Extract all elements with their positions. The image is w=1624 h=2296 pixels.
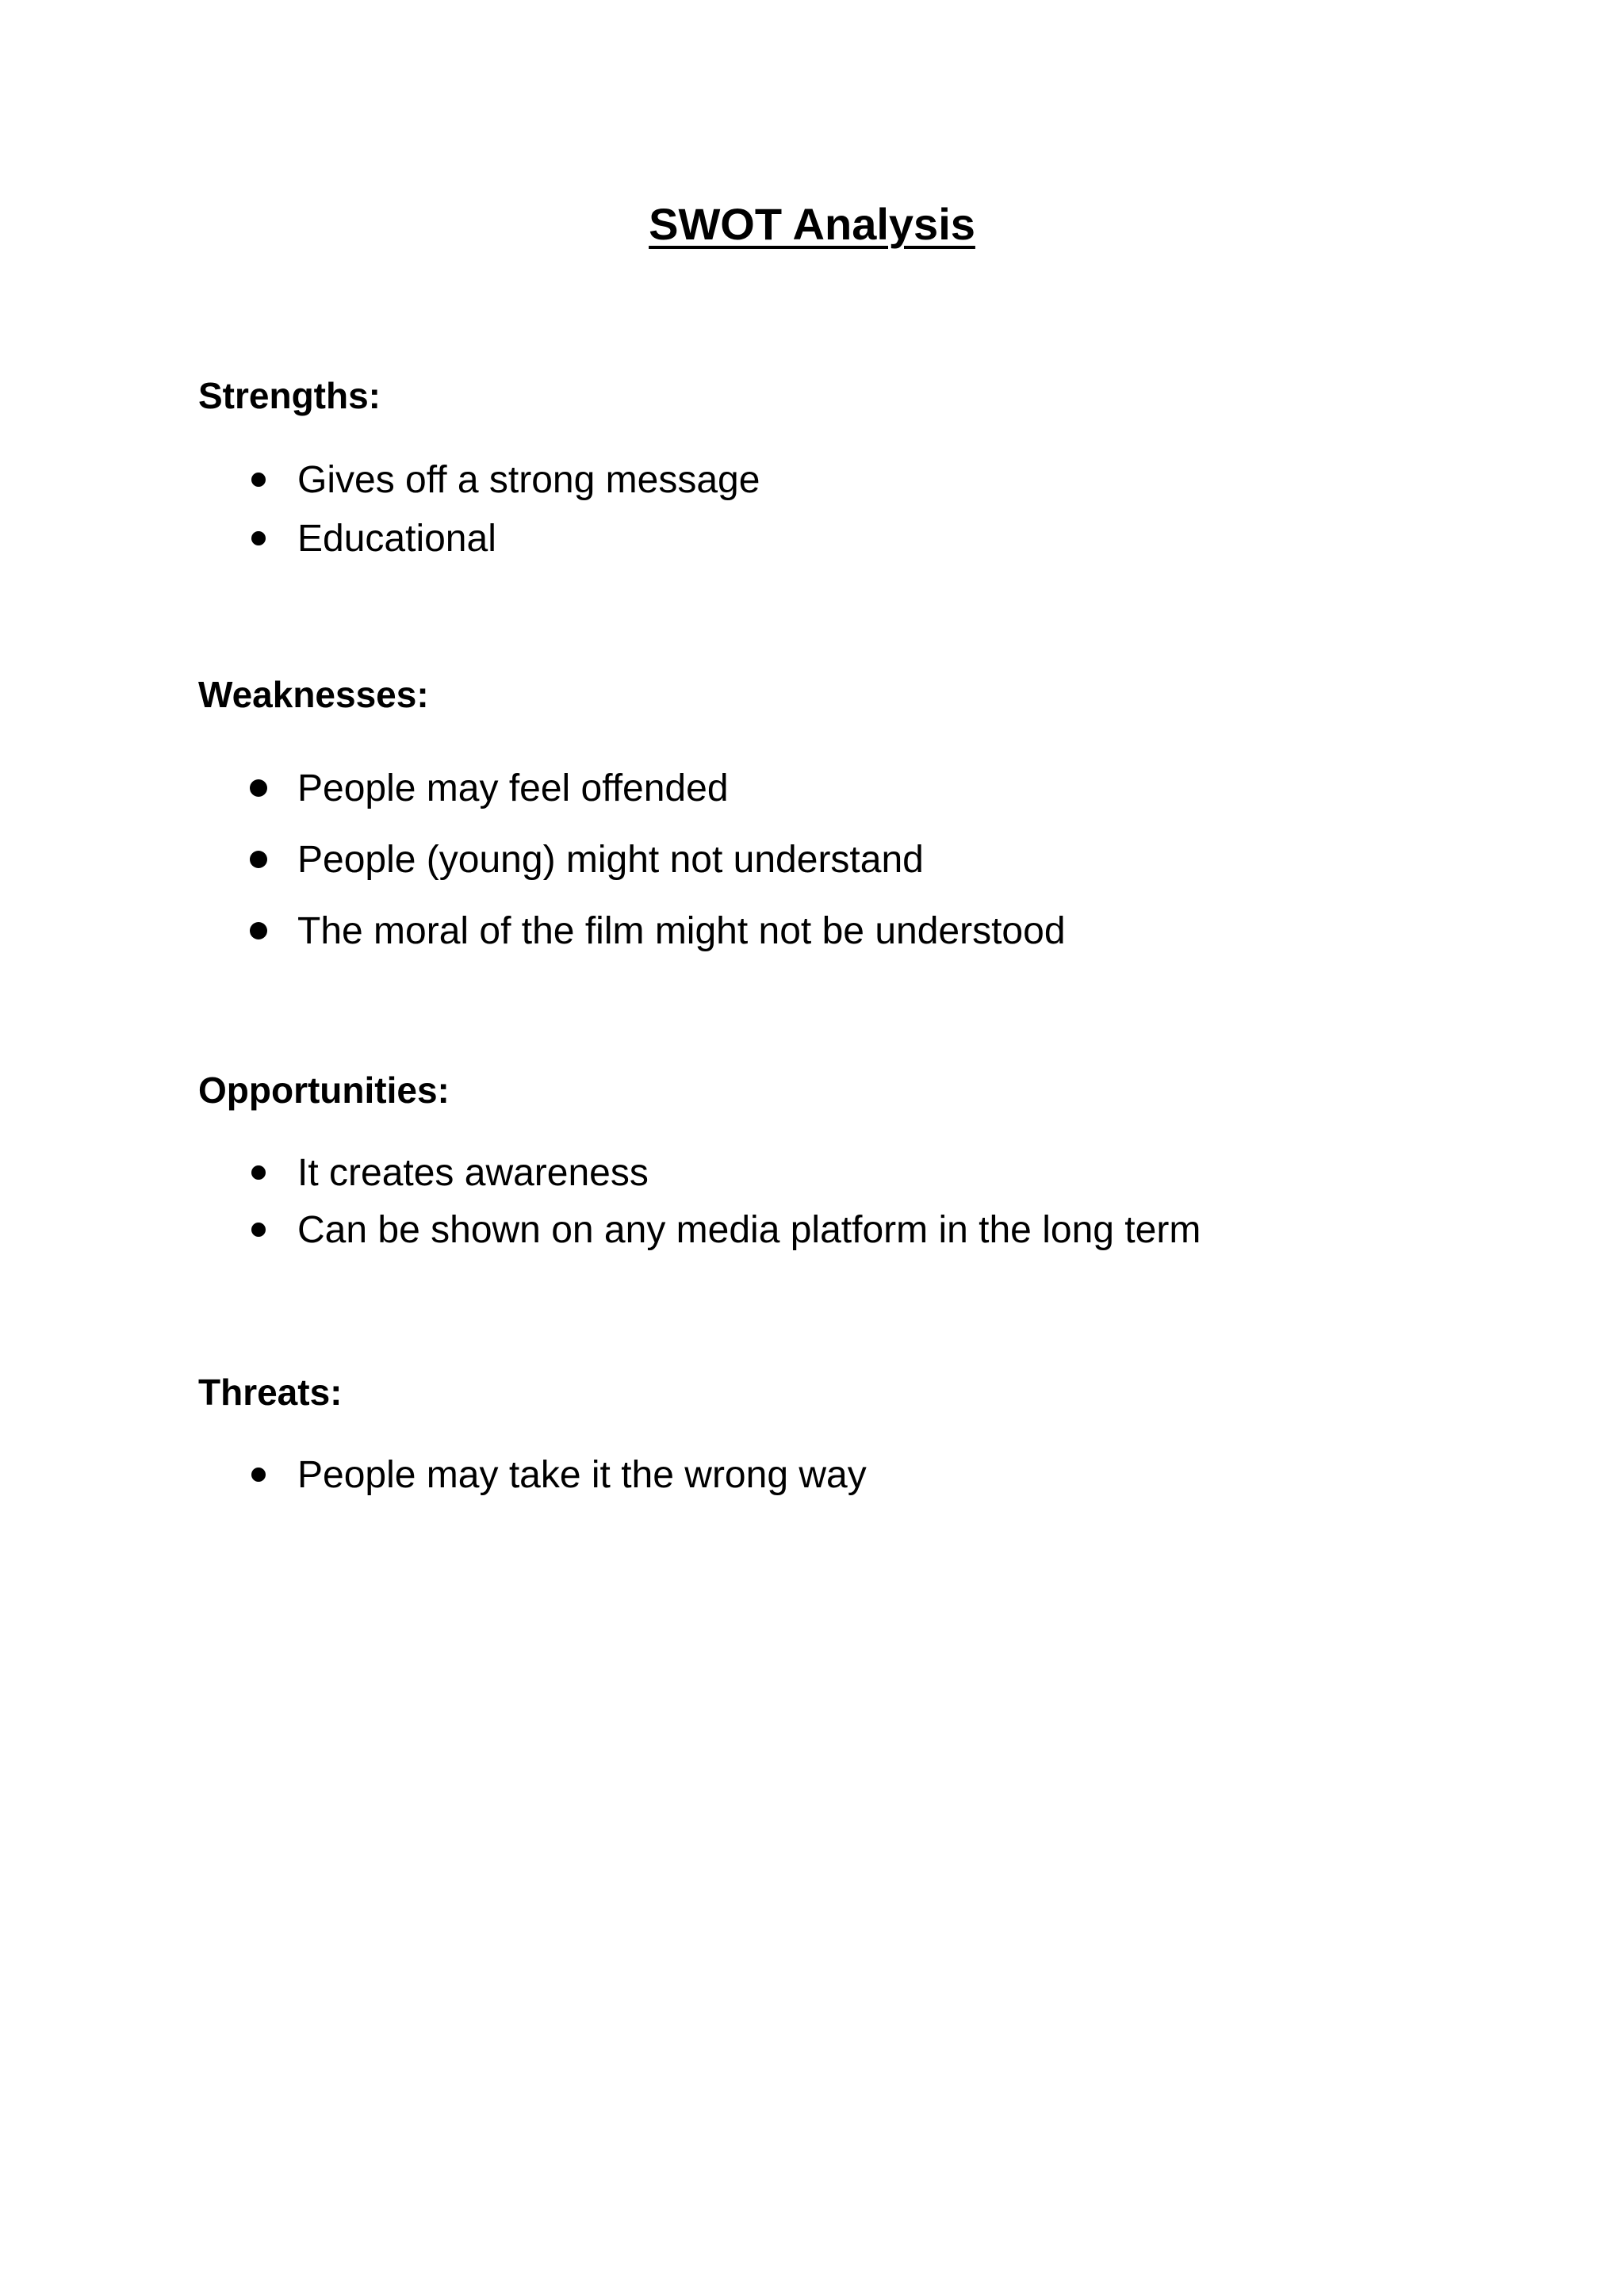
bullet-icon [250,851,267,868]
weaknesses-list [198,767,1546,952]
bullet-icon [251,1223,266,1237]
weaknesses-section [198,676,1546,951]
bullet-icon [251,1468,266,1482]
strengths-list [198,461,1546,558]
bullet-icon [250,922,267,939]
bullet-icon [251,473,266,487]
list-item [198,1456,1546,1494]
list-item [198,910,1546,952]
list-item-text: People may take it the wrong way [297,1454,867,1496]
threats-heading: Threats: [198,1372,343,1413]
list-item-text: People (young) might not understand [297,839,924,881]
bullet-icon [251,531,266,545]
opportunities-heading: Opportunities: [198,1070,450,1111]
strengths-heading: Strengths: [198,375,381,416]
bullet-icon [251,1165,266,1180]
opportunities-section [198,1072,1546,1249]
threats-section [198,1374,1546,1494]
bullet-icon [250,779,267,797]
list-item [198,461,1546,499]
list-item-text: The moral of the film might not be understood [297,910,1066,952]
list-item-text: Educational [297,518,496,560]
page-title: SWOT Analysis [649,199,975,249]
weaknesses-heading: Weaknesses: [198,674,429,715]
list-item-text: Gives off a strong message [297,459,760,501]
list-item [198,841,1546,879]
opportunities-list [198,1154,1546,1249]
threats-list [198,1456,1546,1494]
list-item [198,767,1546,809]
list-item [198,1211,1546,1249]
list-item-text: It creates awareness [297,1152,649,1194]
list-item [198,520,1546,558]
strengths-section [198,377,1546,558]
list-item-text: People may feel offended [297,767,729,809]
list-item [198,1154,1546,1192]
list-item-text: Can be shown on any media platform in the long term [297,1209,1201,1251]
